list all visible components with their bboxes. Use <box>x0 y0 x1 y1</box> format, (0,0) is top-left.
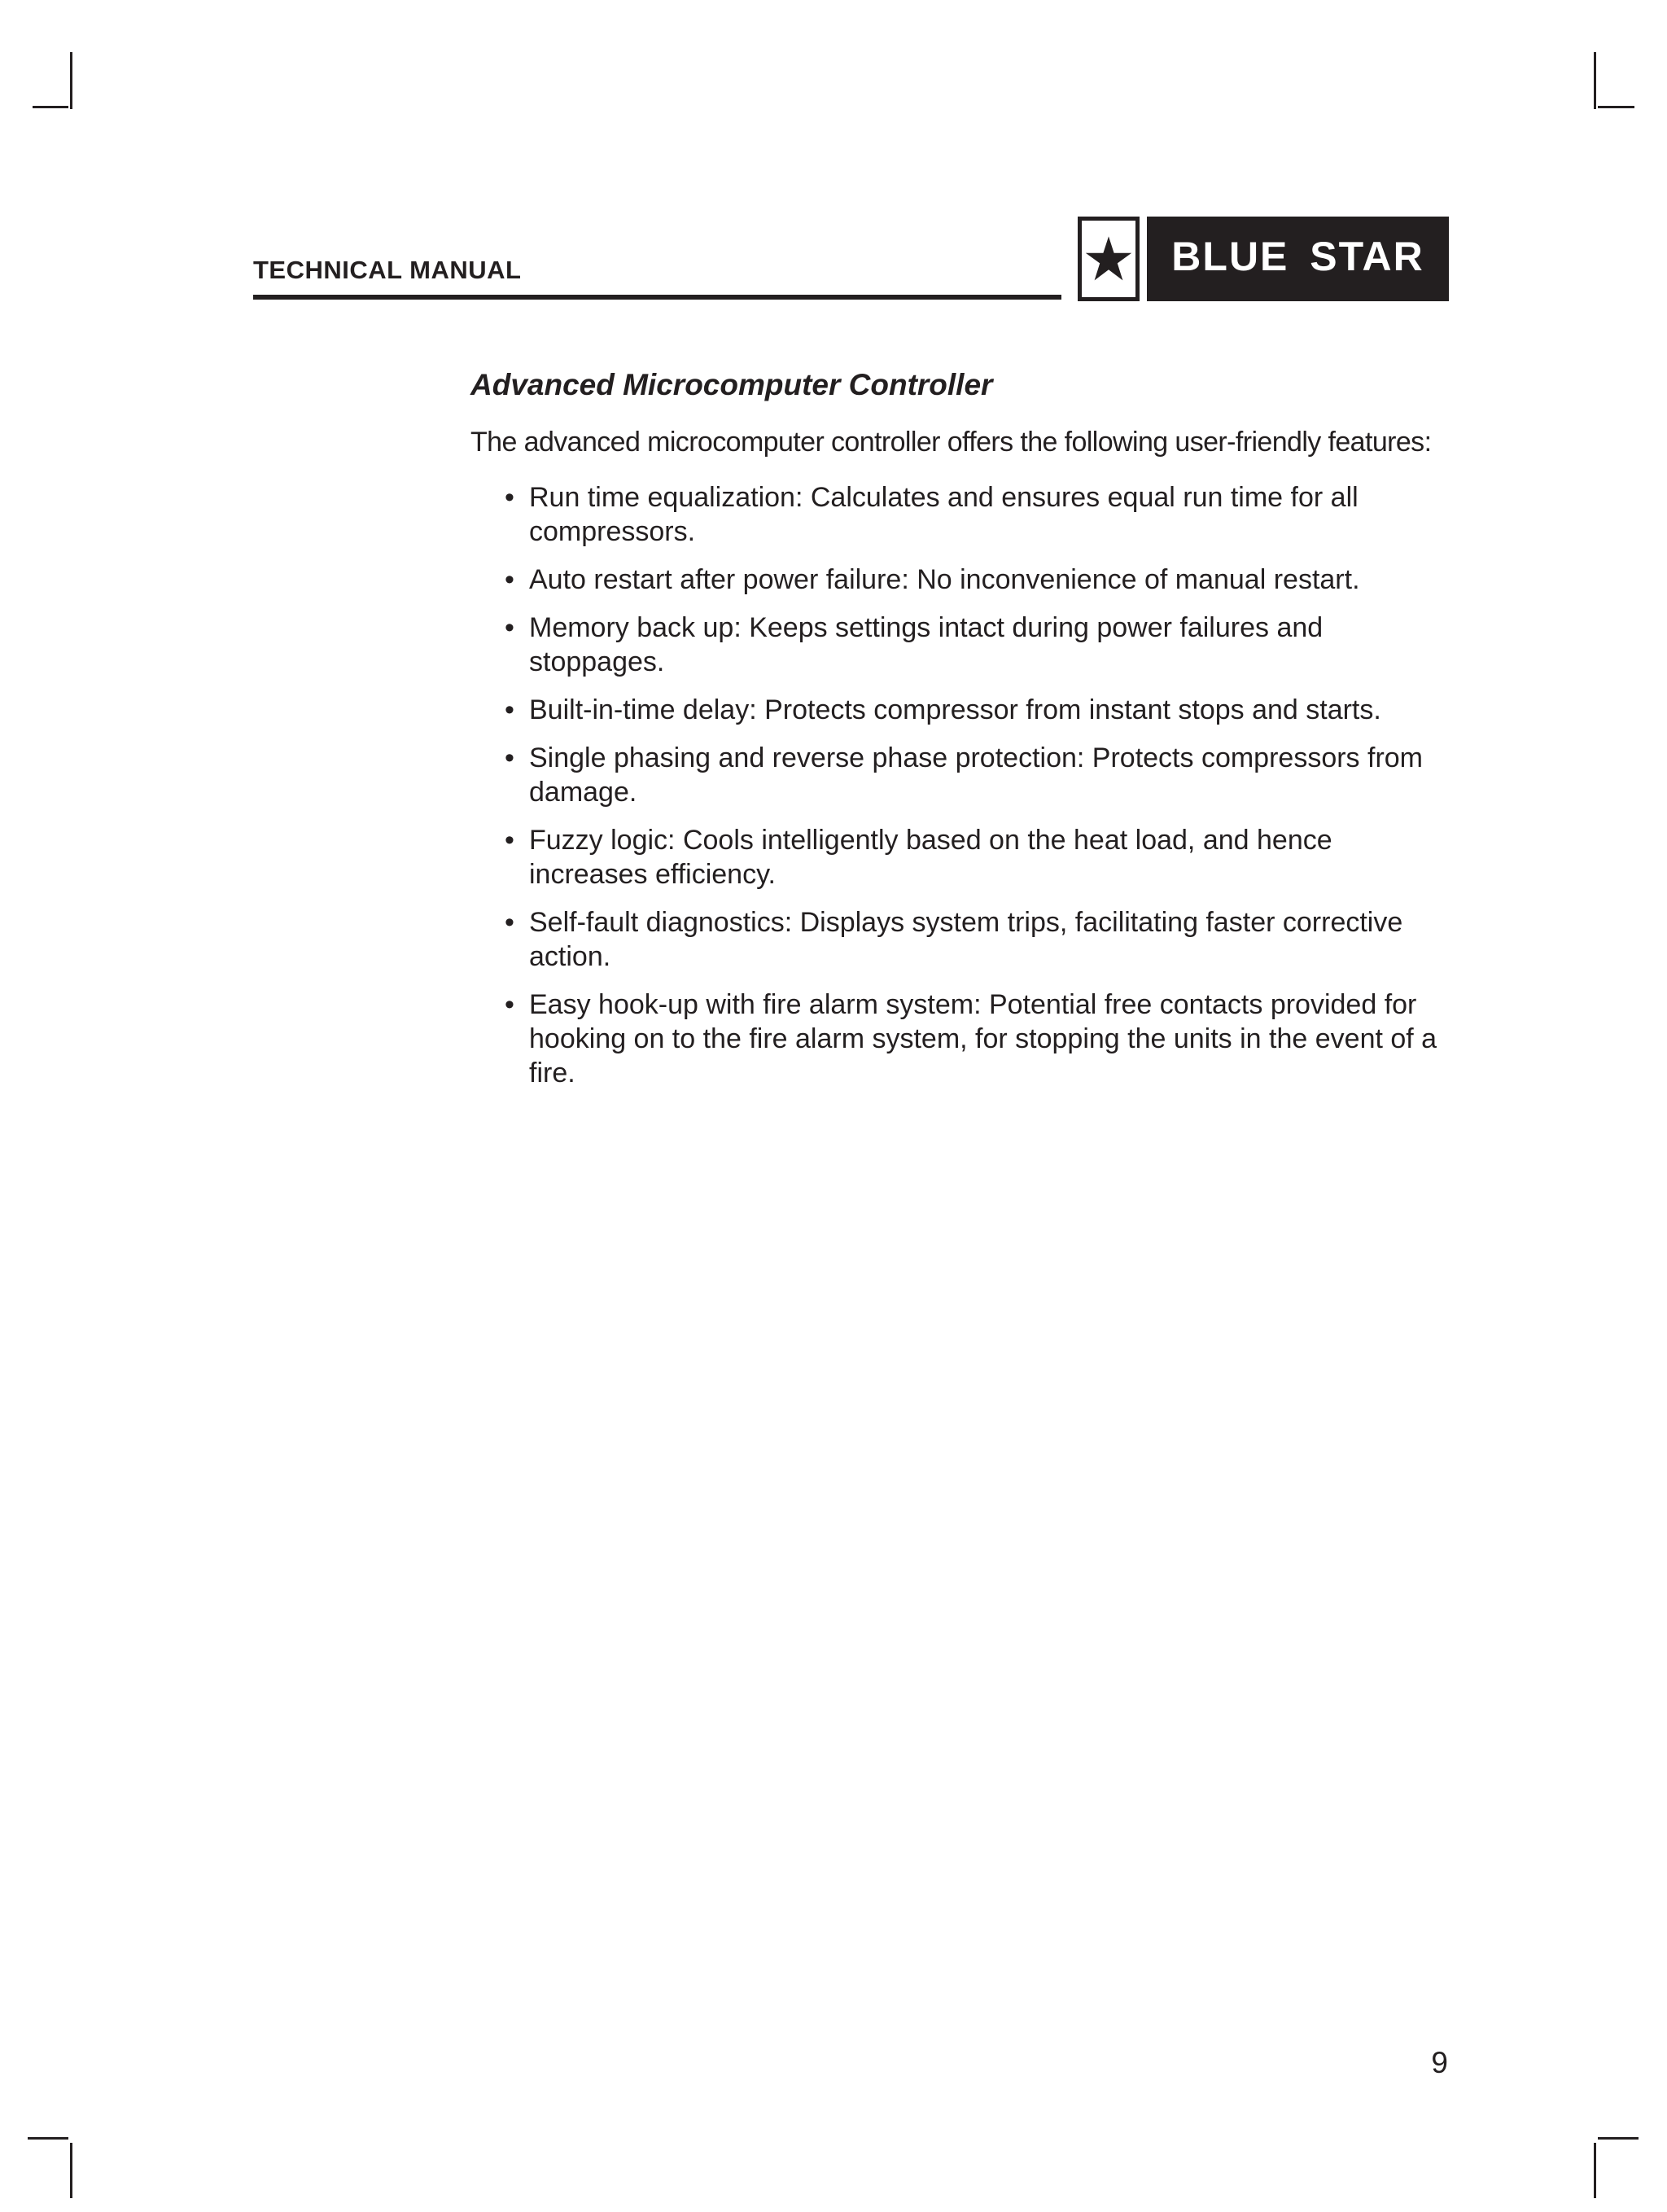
intro-paragraph: The advanced microcomputer controller offers the following user-friendly features: <box>470 427 1432 458</box>
feature-list-item <box>470 611 1452 679</box>
feature-list-item <box>470 563 1452 597</box>
bullet-icon: • <box>505 612 514 643</box>
crop-mark-bottom-left-vertical <box>70 2143 72 2198</box>
bullet-icon: • <box>505 907 514 938</box>
crop-mark-bottom-left-horizontal <box>28 2137 68 2140</box>
feature-list-item <box>470 480 1452 549</box>
feature-text: Memory back up: Keeps settings intact during power failures and stoppages. <box>529 612 1324 677</box>
crop-mark-top-left-horizontal <box>33 106 68 108</box>
header-rule <box>253 295 1061 300</box>
bullet-icon: • <box>505 694 514 725</box>
feature-text: Run time equalization: Calculates and ensures equal run time for all compressors. <box>529 482 1359 547</box>
main-content <box>470 365 1452 1104</box>
bullet-icon: • <box>505 989 514 1020</box>
feature-text: Built-in-time delay: Protects compressor from instant stops and starts. <box>529 694 1381 725</box>
star-icon <box>1084 234 1133 283</box>
section-title: Advanced Microcomputer Controller <box>470 368 993 401</box>
crop-mark-top-left-vertical <box>70 52 72 109</box>
feature-list-item <box>470 741 1452 809</box>
bullet-icon: • <box>505 564 514 595</box>
crop-mark-top-right-horizontal <box>1598 106 1634 108</box>
feature-text: Easy hook-up with fire alarm system: Potential free contacts provided for hooking on to the fire alarm system, for stopping the units in the event of a fire. <box>529 989 1437 1088</box>
bullet-icon: • <box>505 482 514 513</box>
feature-list-item <box>470 905 1452 974</box>
crop-mark-bottom-right-vertical <box>1594 2143 1596 2198</box>
feature-text: Self-fault diagnostics: Displays system trips, facilitating faster corrective action. <box>529 907 1403 972</box>
bullet-icon: • <box>505 742 514 773</box>
page-number: 9 <box>1431 2046 1448 2079</box>
feature-list-item <box>470 988 1452 1090</box>
bullet-icon: • <box>505 825 514 856</box>
crop-mark-bottom-right-horizontal <box>1598 2137 1639 2140</box>
running-header-title: TECHNICAL MANUAL <box>253 256 522 284</box>
crop-mark-top-right-vertical <box>1594 52 1596 109</box>
logo-star-box <box>1078 217 1140 301</box>
feature-list-item <box>470 693 1452 727</box>
brand-logo-wordmark: BLUE STAR <box>1147 217 1449 301</box>
feature-text: Single phasing and reverse phase protection: Protects compressors from damage. <box>529 742 1423 808</box>
feature-text: Auto restart after power failure: No inconvenience of manual restart. <box>529 564 1360 595</box>
feature-text: Fuzzy logic: Cools intelligently based on the heat load, and hence increases efficiency. <box>529 825 1332 890</box>
feature-list-item <box>470 823 1452 891</box>
feature-list <box>470 480 1452 1090</box>
